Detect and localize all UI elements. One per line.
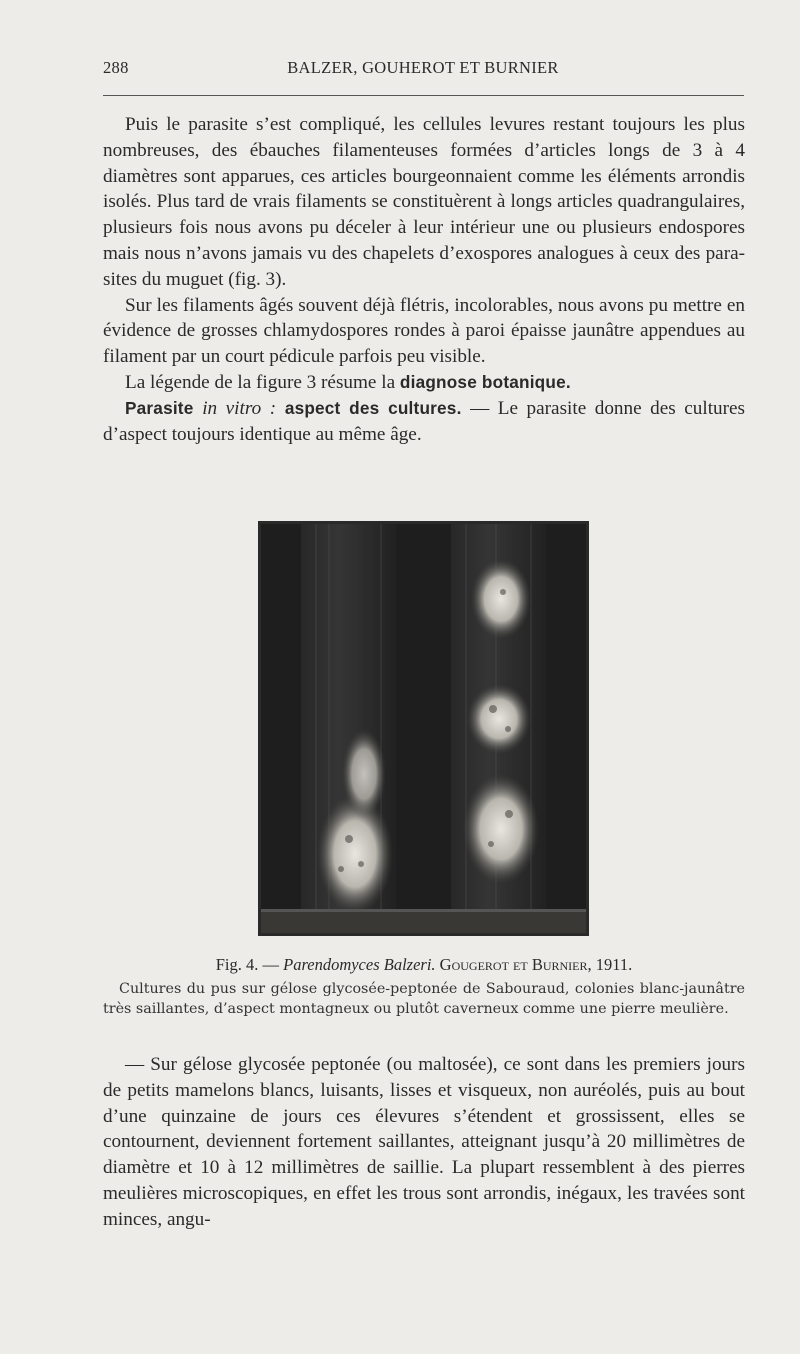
paragraph: — Sur gélose glycosée peptonée (ou maltosée), ce sont dans les premiers jours de petits mamelons blancs, luisants, lisses et visqueux, non auréolés, puis au bout d’une quinzaine de jours ces élevures s’étendent et grossissent, elles se contournent, deviennent fortement saillantes, atteignant jusqu’à 20 millimètres de diamètre et 10 à 12 millimètres de saillie. La plupart ressemblent à des pierres meulières microscopiques, en effet les trous sont arrondis, inégaux, les travées sont minces, angu- xyxy=(103,1054,745,1230)
figure-caption: Cultures du pus sur gélose glycosée-peptonée de Sabouraud, colonies blanc-jaunâtre très saillantes, d’aspect montagneux ou plutôt caverneux comme une pierre meulière. xyxy=(103,981,745,1017)
photograph-image xyxy=(261,524,586,933)
culture-tubes-photograph xyxy=(258,521,589,936)
page-number: 288 xyxy=(103,58,129,77)
body-text-top xyxy=(103,112,745,447)
bold-term: diagnose botanique. xyxy=(399,371,571,392)
body-text-bottom xyxy=(103,1052,745,1233)
figure-authors: Gougerot et Burnier, 1911. xyxy=(435,955,633,974)
header-rule xyxy=(103,95,744,96)
paragraph-text: — Le parasite donne des cultures d’aspect toujours identique au même âge. xyxy=(103,397,746,445)
figure-label xyxy=(103,955,745,975)
paragraph: Puis le parasite s’est compliqué, les cellules levures restant toujours les plus nombreuses, des ébauches filamenteuses formées d’articles longs de 3 à 4 diamètres sont apparues, ces articles bourgeonnaient comme les éléments arrondis isolés. Plus tard de vrais filaments se constituèrent à longs articles quadrangulaires, plusieurs fois nous avons pu déceler à leur intérieur une ou plusieurs endospores mais nous n’avons jamais vu des chapelets d’exospores analogues à ceux des parasites du muguet (fig. 3). xyxy=(103,114,745,290)
running-head xyxy=(103,58,743,84)
header-authors: BALZER, GOUHEROT ET BURNIER xyxy=(287,58,559,77)
italic-term: in vitro : xyxy=(202,397,277,419)
paragraph-diagnose xyxy=(103,370,745,396)
figure-number: Fig. 4. — xyxy=(215,955,284,974)
figure-species: Parendomyces Balzeri. xyxy=(283,955,436,974)
bold-heading: Parasite xyxy=(125,397,203,418)
bold-heading: aspect des cultures. xyxy=(276,397,462,418)
paragraph-cultures xyxy=(103,396,745,448)
paragraph-text: La légende de la figure 3 résume la xyxy=(125,371,400,393)
paragraph: Sur les filaments âgés souvent déjà flétris, incolorables, nous avons pu mettre en évidence de grosses chlamydospores rondes à paroi épaisse jaunâtre appendues au filament par un court pédicule parfois peu visible. xyxy=(103,294,745,368)
